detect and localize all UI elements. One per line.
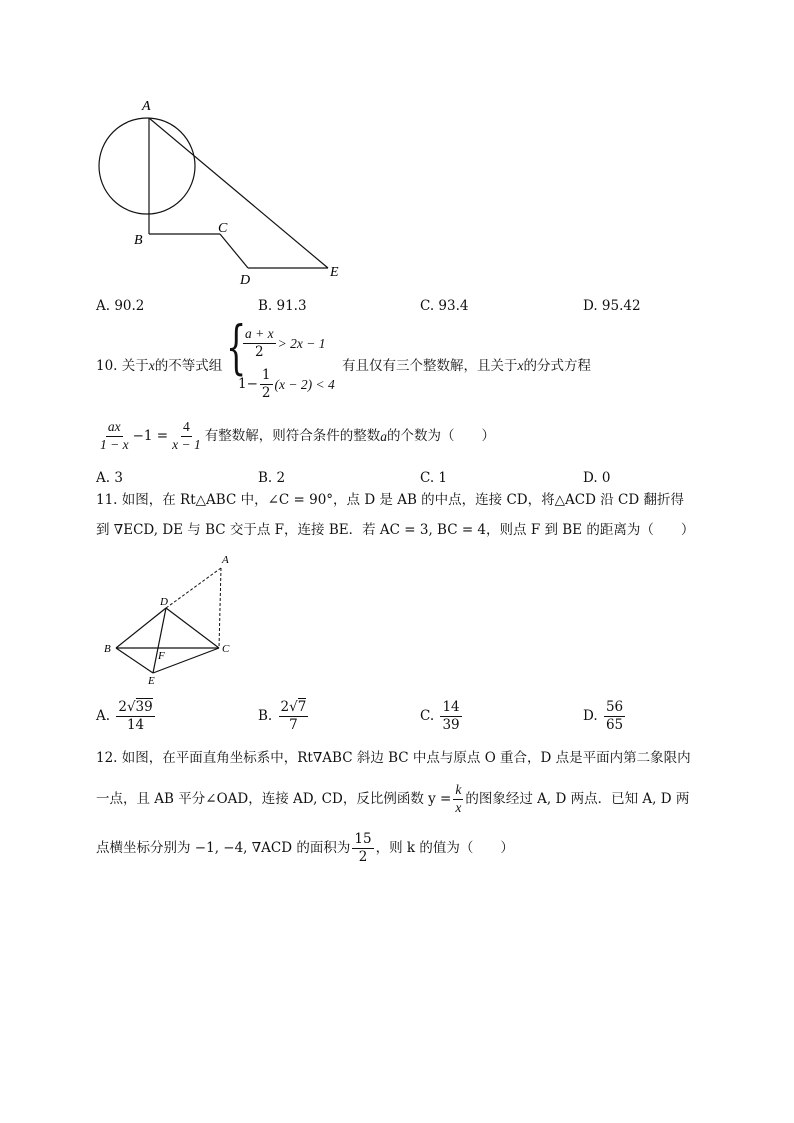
q9-option-b[interactable]: B. 91.3	[258, 298, 307, 314]
q9-option-a[interactable]: A. 90.2	[96, 298, 145, 314]
fraction-equation: $\frac{ax}{1 - x}$ −1 = $\frac{4}{x - 1}$ 有整数解，则符合条件的整数 a 的个数为（ ）	[100, 419, 495, 452]
label-a: A	[222, 554, 229, 566]
q12-stem-line-3: 点横坐标分别为 −1, −4, ∇ACD 的面积为 $\frac{15}{2}$ ，则 k 的值为（ ）	[96, 831, 514, 865]
circle	[99, 118, 195, 214]
q10-option-c[interactable]: C. 1	[420, 470, 448, 486]
label-f: F	[158, 650, 165, 662]
segment-bd	[116, 608, 166, 648]
inequality-1: $\frac{a + x}{2}$ > 2x − 1	[245, 326, 326, 360]
q12-stem-line-1: 12. 如图，在平面直角坐标系中，Rt∇ABC 斜边 BC 中点与原点 O 重合，D 点是平面内第二象限内	[96, 750, 691, 766]
label-e: E	[330, 265, 339, 280]
label-d: D	[160, 596, 168, 608]
q10-stem-start: 10. 关于x的不等式组	[96, 358, 223, 374]
q10-option-d[interactable]: D. 0	[583, 470, 611, 486]
inequality-2: 1− $\frac{1}{2}$ (x − 2) < 4	[238, 367, 335, 401]
label-e: E	[148, 675, 155, 687]
q11-stem-line-1: 11. 如图，在 Rt△ABC 中，∠C = 90°，点 D 是 AB 的中点，连接 CD，将△ACD 沿 CD 翻折得	[96, 492, 684, 508]
segment-ae	[149, 118, 328, 268]
label-c: C	[218, 221, 228, 236]
segment-de	[153, 608, 166, 673]
q11-option-b[interactable]: B. $\frac{2√7}{7}$	[258, 699, 307, 733]
q9-option-c[interactable]: C. 93.4	[420, 298, 469, 314]
q11-option-c[interactable]: C. $\frac{14}{39}$	[420, 699, 460, 733]
label-b: B	[134, 233, 143, 248]
segment-ac	[219, 568, 221, 648]
label-c: C	[222, 643, 230, 655]
segment-dc	[166, 608, 219, 648]
question-11-figure	[100, 550, 250, 690]
q11-option-a[interactable]: A. $\frac{2√39}{14}$	[96, 699, 153, 733]
system-brace: {	[226, 313, 247, 381]
q9-option-d[interactable]: D. 95.42	[583, 298, 641, 314]
q10-option-b[interactable]: B. 2	[258, 470, 286, 486]
q11-option-d[interactable]: D. $\frac{56}{65}$	[583, 699, 624, 733]
segment-ad	[166, 568, 221, 608]
label-d: D	[240, 273, 251, 288]
question-9-figure	[90, 92, 360, 292]
q10-option-a[interactable]: A. 3	[96, 470, 123, 486]
q11-stem-line-2: 到 ∇ECD, DE 与 BC 交于点 F，连接 BE．若 AC = 3, BC = 4，则点 F 到 BE 的距离为（ ）	[96, 522, 695, 538]
label-a: A	[142, 99, 151, 114]
segment-cd	[220, 234, 248, 268]
segment-be	[116, 648, 153, 673]
q12-stem-line-2: 一点，且 AB 平分∠OAD，连接 AD, CD，反比例函数 y = $\frac{k}{x}$ 的图象经过 A, D 两点．已知 A, D 两	[96, 782, 690, 815]
label-b: B	[104, 643, 111, 655]
q10-stem-middle: 有且仅有三个整数解，且关于x的分式方程	[342, 358, 591, 374]
